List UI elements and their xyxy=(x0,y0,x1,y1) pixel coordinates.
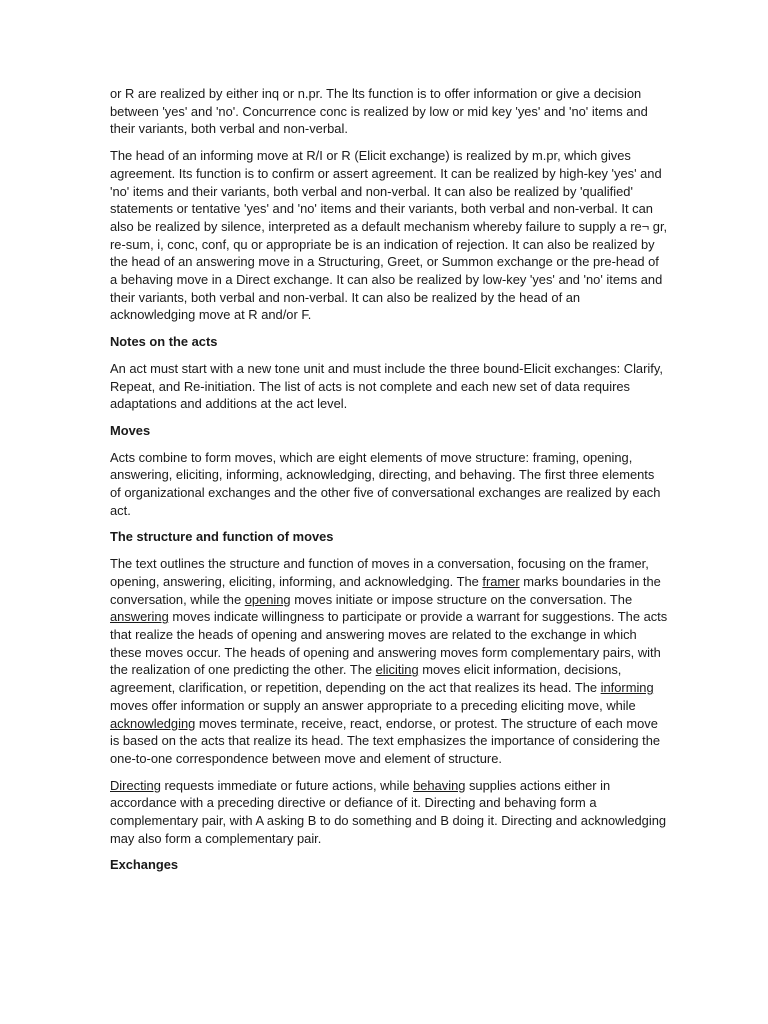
paragraph-5 xyxy=(110,555,668,767)
heading-structure-function-moves: The structure and function of moves xyxy=(110,529,334,545)
text-run: moves terminate, receive, react, endorse, or protest. The structure of each move is based on the acts that realize its head. The text emphasizes the importance of considering the one-to-one correspondence between move and element of structure. xyxy=(110,715,661,766)
term-eliciting: eliciting xyxy=(375,662,419,678)
term-framer: framer xyxy=(482,573,520,589)
paragraph-3: An act must start with a new tone unit and must include the three bound-Elicit exchanges: Clarify, Repeat, and Re-initiation. The list of acts is not complete and each new set of data requires adaptations and additions at the act level. xyxy=(110,360,663,412)
text-run: moves offer information or supply an answer appropriate to a preceding eliciting move, while xyxy=(110,697,636,713)
text-run: requests immediate or future actions, while xyxy=(160,777,414,793)
text-run: supplies actions either in accordance with a preceding directive or defiance of it. Directing and behaving form a complementary pair, with A asking B to do something and B doing it. Directing and acknowledging may also form a complementary pair. xyxy=(110,777,667,846)
term-acknowledging: acknowledging xyxy=(110,715,196,731)
paragraph-4: Acts combine to form moves, which are eight elements of move structure: framing, opening, answering, eliciting, informing, acknowledging, directing, and behaving. The first three elements of organizational exchanges and the other five of conversational exchanges are realized by each act. xyxy=(110,449,661,518)
heading-notes-on-acts: Notes on the acts xyxy=(110,334,218,350)
term-opening: opening xyxy=(244,591,291,607)
text-run: moves indicate willingness to participate or provide a warrant for suggestions. The acts that realize the heads of opening and answering moves are related to the exchange in which these moves occur. The heads of opening and answering moves form complementary pairs, with the realization of one predicting the other. The xyxy=(110,609,668,678)
text-run: marks boundaries in the conversation, while the xyxy=(110,573,661,607)
text-run: The text outlines the structure and function of moves in a conversation, focusing on the framer, opening, answering, eliciting, informing, and acknowledging. The xyxy=(110,556,649,589)
text-run: moves elicit information, decisions, agreement, clarification, or repetition, depending on the act that realizes its head. The xyxy=(110,662,622,696)
term-answering: answering xyxy=(110,609,169,625)
paragraph-6 xyxy=(110,777,668,848)
text-run: moves initiate or impose structure on the conversation. The xyxy=(290,591,633,607)
term-behaving: behaving xyxy=(413,777,466,793)
heading-exchanges: Exchanges xyxy=(110,857,179,873)
heading-moves: Moves xyxy=(110,422,151,438)
paragraph-1: or R are realized by either inq or n.pr. The lts function is to offer information or give a decision between 'yes' and 'no'. Concurrence conc is realized by low or mid key 'yes' and 'no' items and their variants, both verbal and non-verbal. xyxy=(110,86,648,137)
paragraph-2: The head of an informing move at R/I or R (Elicit exchange) is realized by m.pr, which gives agreement. Its function is to confirm or assert agreement. It can be realized by high-key 'yes' and 'no' items and their variants, both verbal and non-verbal. It can also be realized by 'qualified' statements or tentative 'yes' and 'no' items and their variants, both verbal and non-verbal. It can also be realized by silence, interpreted as a default mechanism whereby failure to supply a re¬ gr, re-sum, i, conc, conf, qu or appropriate be is an indication of rejection. It can also be realized by the head of an answering move in a Structuring, Greet, or Summon exchange or the pre-head of a behaving move in a Direct exchange. It can also be realized by low-key 'yes' and 'no' items and their variants, both verbal and non-verbal. It can also be realized by the head of an acknowledging move at R and/or F. xyxy=(110,148,668,323)
term-directing: Directing xyxy=(110,777,161,793)
term-informing: informing xyxy=(600,680,654,696)
